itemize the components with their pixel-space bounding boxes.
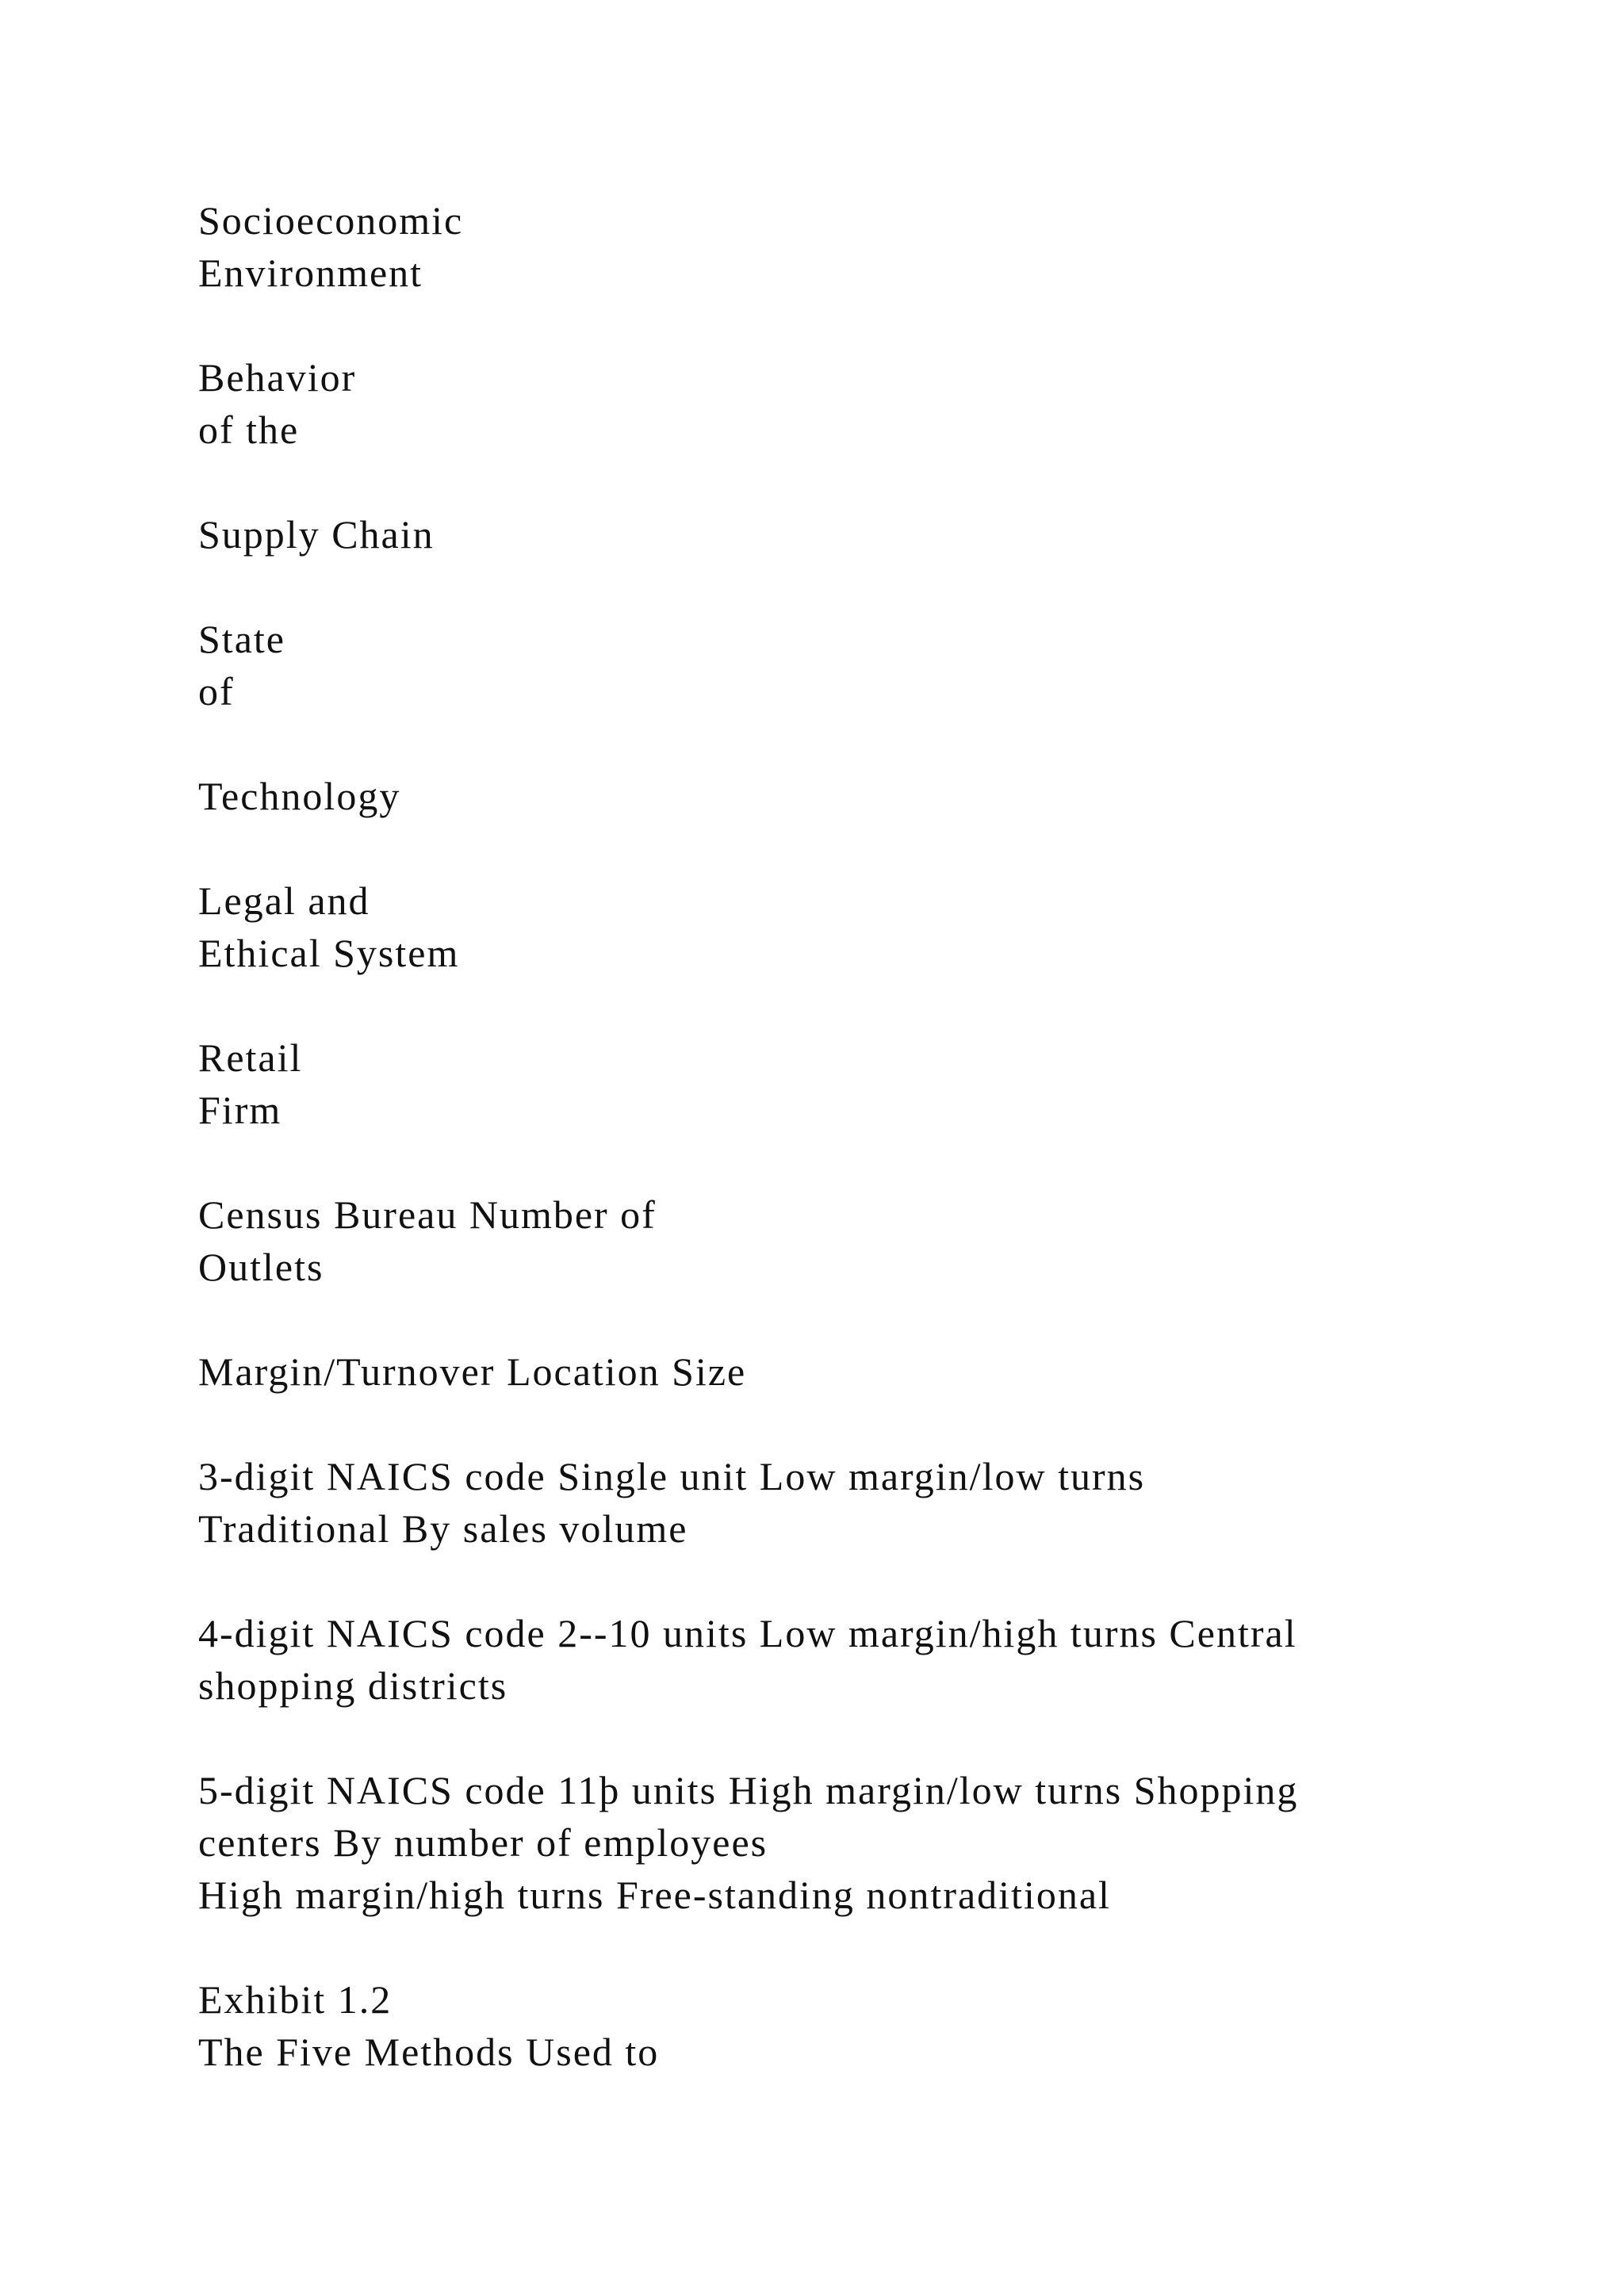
paragraph-legal-ethical xyxy=(198,874,1435,979)
text-line: of xyxy=(198,669,235,714)
text-line: Margin/Turnover Location Size xyxy=(198,1349,747,1394)
text-line: 3-digit NAICS code Single unit Low margin/low turns xyxy=(198,1454,1146,1498)
paragraph-3-digit xyxy=(198,1450,1435,1555)
document-page xyxy=(198,194,1435,2130)
text-line: State xyxy=(198,617,285,661)
paragraph-state-of xyxy=(198,613,1435,718)
text-line: of the xyxy=(198,408,300,452)
text-line: Retail xyxy=(198,1035,303,1080)
paragraph-margin-location-size xyxy=(198,1345,1435,1398)
text-line: Firm xyxy=(198,1088,282,1132)
text-line: Traditional By sales volume xyxy=(198,1506,688,1551)
text-line: Exhibit 1.2 xyxy=(198,1977,393,2022)
text-line: 4-digit NAICS code 2--10 units Low margin/high turns Central xyxy=(198,1611,1297,1655)
paragraph-retail-firm xyxy=(198,1031,1435,1136)
text-line: The Five Methods Used to xyxy=(198,2030,660,2074)
text-line: shopping districts xyxy=(198,1663,508,1708)
text-line: Ethical System xyxy=(198,931,460,975)
paragraph-technology xyxy=(198,770,1435,822)
paragraph-exhibit-caption xyxy=(198,1973,1435,2078)
paragraph-census-outlets xyxy=(198,1188,1435,1293)
text-line: Environment xyxy=(198,251,423,295)
text-line: Technology xyxy=(198,774,401,818)
text-line: Behavior xyxy=(198,355,357,400)
text-line: Supply Chain xyxy=(198,512,435,557)
text-line: Socioeconomic xyxy=(198,198,464,243)
text-line: Outlets xyxy=(198,1245,324,1289)
paragraph-supply-chain xyxy=(198,508,1435,561)
text-line: 5-digit NAICS code 11þ units High margin/low turns Shopping xyxy=(198,1768,1299,1812)
paragraph-behavior xyxy=(198,351,1435,456)
paragraph-4-digit xyxy=(198,1607,1435,1712)
paragraph-socioeconomic-environment xyxy=(198,194,1435,299)
text-line: High margin/high turns Free-standing nontraditional xyxy=(198,1873,1111,1917)
text-line: centers By number of employees xyxy=(198,1820,768,1865)
paragraph-5-digit xyxy=(198,1764,1435,1921)
text-line: Census Bureau Number of xyxy=(198,1192,657,1237)
text-line: Legal and xyxy=(198,878,370,923)
